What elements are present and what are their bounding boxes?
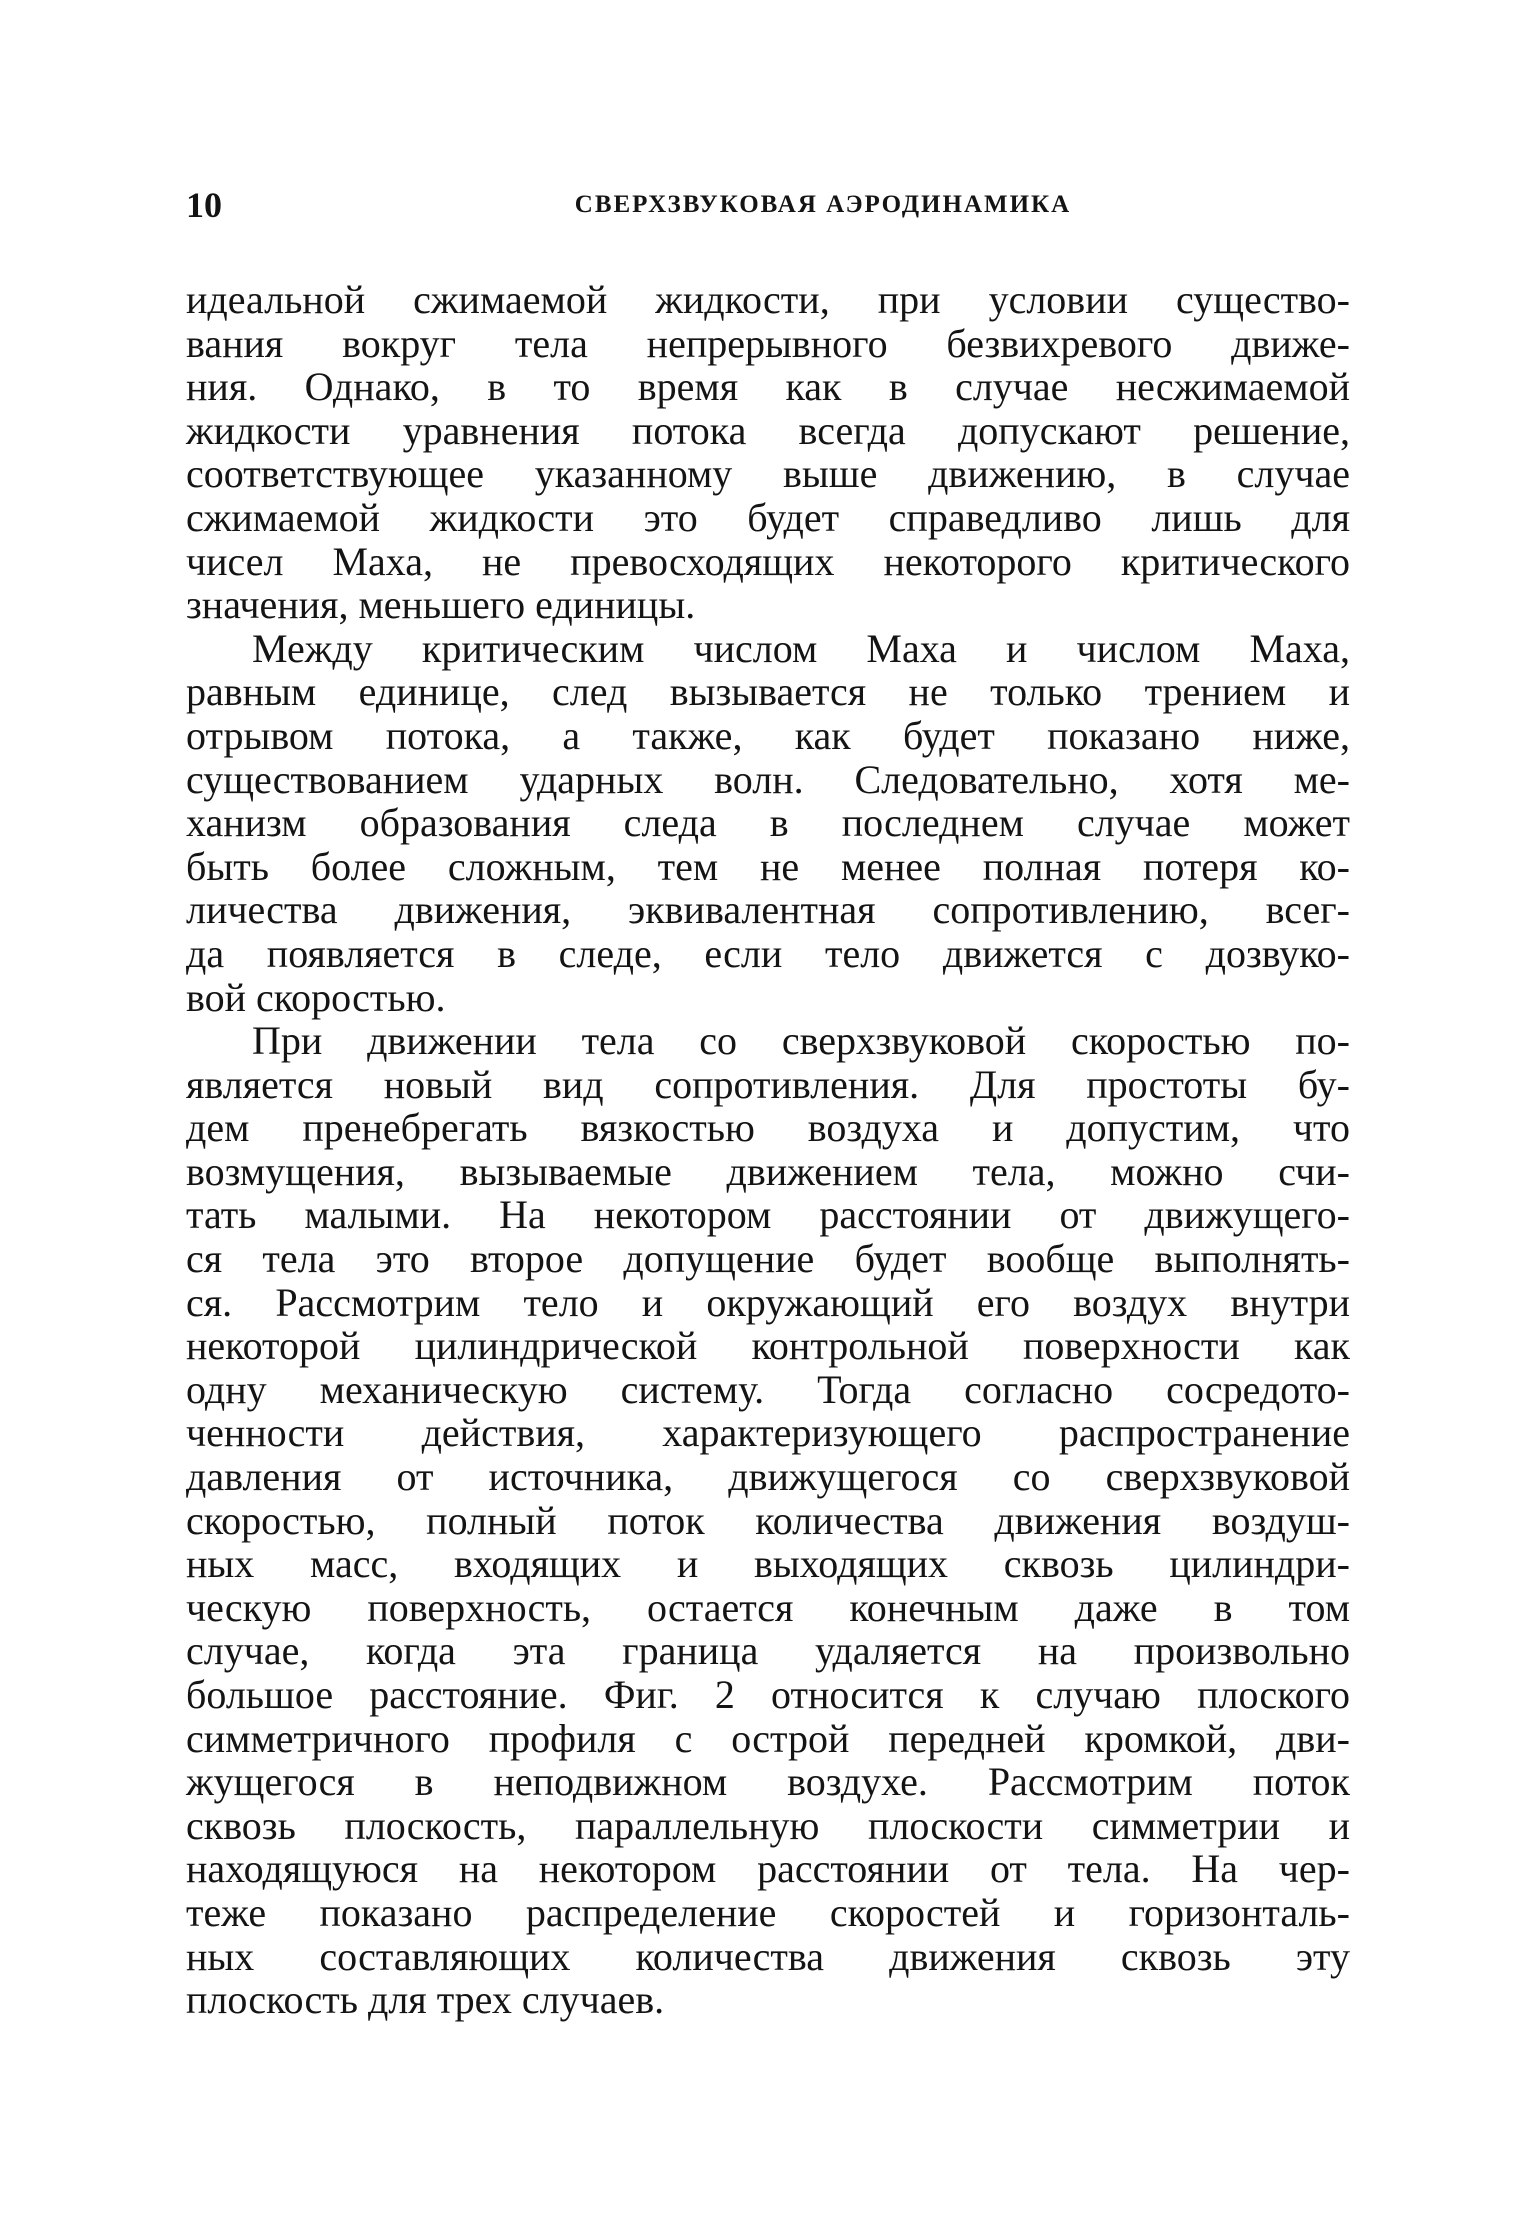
text-line: теже показано распределение скоростей и горизонталь- <box>186 1889 1350 1935</box>
text-line: ных масс, входящих и выходящих сквозь цилиндри- <box>186 1541 1350 1587</box>
body-text <box>186 278 1350 2022</box>
text-line: большое расстояние. Фиг. 2 относится к случаю плоского <box>186 1672 1350 1717</box>
text-line: отрывом потока, а также, как будет показано ниже, <box>186 712 1350 758</box>
text-line: случае, когда эта граница удаляется на произвольно <box>186 1628 1350 1674</box>
text-line: сжимаемой жидкости это будет справедливо лишь для <box>186 494 1350 540</box>
text-line: При движении тела со сверхзвуковой скоростью по- <box>252 1018 1350 1064</box>
text-line: существованием ударных волн. Следовательно, хотя ме- <box>186 756 1350 802</box>
text-line: возмущения, вызываемые движением тела, можно счи- <box>186 1148 1350 1194</box>
text-line: вания вокруг тела непрерывного безвихревого движе- <box>186 320 1350 366</box>
text-line: быть более сложным, тем не менее полная потеря ко- <box>186 843 1350 889</box>
text-line: одну механическую систему. Тогда согласно сосредото- <box>186 1366 1350 1412</box>
text-line: да появляется в следе, если тело движется с дозвуко- <box>186 930 1350 976</box>
text-line: ся. Рассмотрим тело и окружающий его воздух внутри <box>186 1279 1350 1325</box>
text-line: ния. Однако, в то время как в случае несжимаемой <box>186 364 1350 410</box>
text-line: идеальной сжимаемой жидкости, при условии существо- <box>186 277 1350 322</box>
text-line: плоскость для трех случаев. <box>186 1977 665 2023</box>
text-line: тать малыми. На некотором расстоянии от движущего- <box>186 1192 1350 1238</box>
paragraph <box>186 278 1350 627</box>
text-line: является новый вид сопротивления. Для простоты бу- <box>186 1061 1350 1107</box>
text-line: значения, меньшего единицы. <box>186 582 696 628</box>
running-head <box>186 180 1350 230</box>
text-line: жидкости уравнения потока всегда допускают решение, <box>186 407 1350 453</box>
text-line: некоторой цилиндрической контрольной поверхности как <box>186 1323 1350 1369</box>
text-line: чисел Маха, не превосходящих некоторого критического <box>186 538 1350 584</box>
text-line: равным единице, след вызывается не только трением и <box>186 669 1350 715</box>
text-line: жущегося в неподвижном воздухе. Рассмотрим поток <box>186 1759 1350 1805</box>
text-line: ных составляющих количества движения сквозь эту <box>186 1933 1350 1979</box>
text-line: вой скоростью. <box>186 974 446 1020</box>
text-line: ханизм образования следа в последнем случае может <box>186 800 1350 846</box>
text-line: скоростью, полный поток количества движения воздуш- <box>186 1497 1350 1543</box>
page-number: 10 <box>186 185 222 225</box>
paragraph <box>186 627 1350 1019</box>
text-line: ся тела это второе допущение будет вообще выполнять- <box>186 1236 1350 1282</box>
paragraph <box>186 1019 1350 2022</box>
text-line: дем пренебрегать вязкостью воздуха и допустим, что <box>186 1105 1350 1151</box>
text-line: ческую поверхность, остается конечным даже в том <box>186 1584 1350 1630</box>
text-line: находящуюся на некотором расстоянии от тела. На чер- <box>186 1846 1350 1892</box>
text-line: симметричного профиля с острой передней кромкой, дви- <box>186 1715 1350 1761</box>
text-line: ченности действия, характеризующего распространение <box>186 1410 1350 1456</box>
text-line: сквозь плоскость, параллельную плоскости симметрии и <box>186 1802 1350 1848</box>
text-line: давления от источника, движущегося со сверхзвуковой <box>186 1454 1350 1500</box>
running-title: СВЕРХЗВУКОВАЯ АЭРОДИНАМИКА <box>574 191 1072 218</box>
text-line: соответствующее указанному выше движению, в случае <box>186 451 1350 497</box>
text-line: Между критическим числом Маха и числом Маха, <box>252 625 1350 671</box>
text-line: личества движения, эквивалентная сопротивлению, всег- <box>186 887 1350 933</box>
